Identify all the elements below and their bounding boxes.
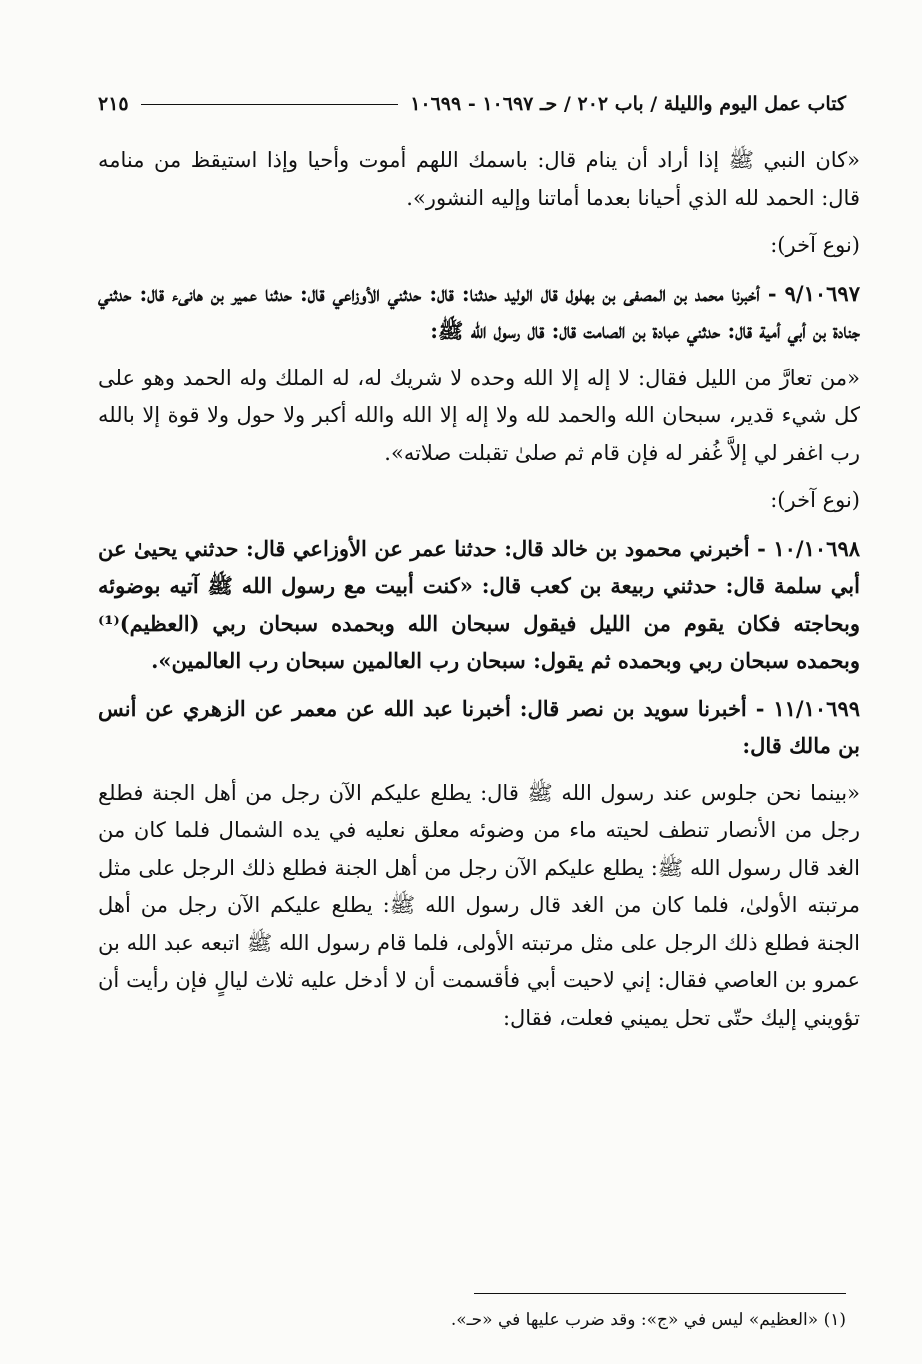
- hadith-isnad: ١٠/١٠٦٩٨ - أخبرني محمود بن خالد قال: حدثنا عمر عن الأوزاعي قال: حدثني يحيىٰ عن أبي سلمة قال: حدثني ربيعة بن كعب قال: «كنت أبيت مع رسول الله ﷺ آتيه بوضوئه وبحاجته فكان يقوم من الليل فيقول سبحان الله وبحمده سبحان ربي (العظيم)⁽¹⁾ وبحمده سبحان ربي وبحمده ثم يقول: سبحان رب العالمين سبحان رب العالمين».: [98, 535, 860, 673]
- main-text: [98, 142, 860, 1047]
- header-title: كتاب عمل اليوم والليلة / باب ٢٠٢ / حـ ١٠٦٩٧ - ١٠٦٩٩: [410, 93, 846, 115]
- hadith-isnad: ١١/١٠٦٩٩ - أخبرنا سويد بن نصر قال: أخبرنا عبد الله عن معمر عن الزهري عن أنس بن مالك قال:: [98, 695, 860, 758]
- paragraph: «كان النبي ﷺ إذا أراد أن ينام قال: باسمك اللهم أموت وأحيا وإذا استيقظ من منامه قال: الحمد لله الذي أحيانا بعدما أماتنا وإليه النشور».: [98, 148, 860, 210]
- running-header: [98, 86, 846, 122]
- footnote-rule: [474, 1293, 846, 1294]
- hadith-matn: «بينما نحن جلوس عند رسول الله ﷺ قال: يطلع عليكم الآن رجل من أهل الجنة فطلع رجل من الأنصار تنطف لحيته ماء من وضوئه معلق نعليه في يده الشمال فلما كان من الغد قال رسول الله ﷺ: يطلع عليكم الآن رجل من أهل الجنة فطلع ذلك الرجل على مثل مرتبته الأولىٰ، فلما كان من الغد قال رسول الله ﷺ: يطلع عليكم الآن رجل من أهل الجنة فطلع ذلك الرجل على مثل مرتبته الأولى، فلما قام رسول الله ﷺ اتبعه عبد الله بن عمرو بن العاصي فقال: إني لاحيت أبي فأقسمت أن لا أدخل عليه ثلاث ليالٍ فإن رأيت أن تؤويني إليك حتّى تحل يميني فعلت، فقال:: [98, 780, 860, 1030]
- section-heading: (نوع آخر):: [770, 233, 860, 257]
- hadith-isnad: ٩/١٠٦٩٧ - أخبرنا محمد بن المصفى بن بهلول قال الوليد حدثنا: قال: حدثني الأوزاعي قال: حدثنا عمير بن هانىء قال: حدثني جنادة بن أبي أمية قال: حدثني عبادة بن الصامت قال: قال رسول الله ﷺ:: [98, 280, 860, 343]
- page-number: ٢١٥: [98, 93, 129, 115]
- header-rule: [141, 104, 399, 105]
- section-heading: (نوع آخر):: [770, 488, 860, 512]
- hadith-matn: «من تعارَّ من الليل فقال: لا إله إلا الله وحده لا شريك له، له الملك وله الحمد وهو على كل شيء قدير، سبحان الله والحمد لله ولا إله إلا الله والله أكبر ولا حول ولا قوة إلا بالله رب اغفر لي إلاَّ غُفر له فإن قام ثم صلىٰ تقبلت صلاته».: [98, 365, 860, 465]
- footnote: (١) «العظيم» ليس في «ج»: وقد ضرب عليها في «حـ».: [450, 1310, 846, 1330]
